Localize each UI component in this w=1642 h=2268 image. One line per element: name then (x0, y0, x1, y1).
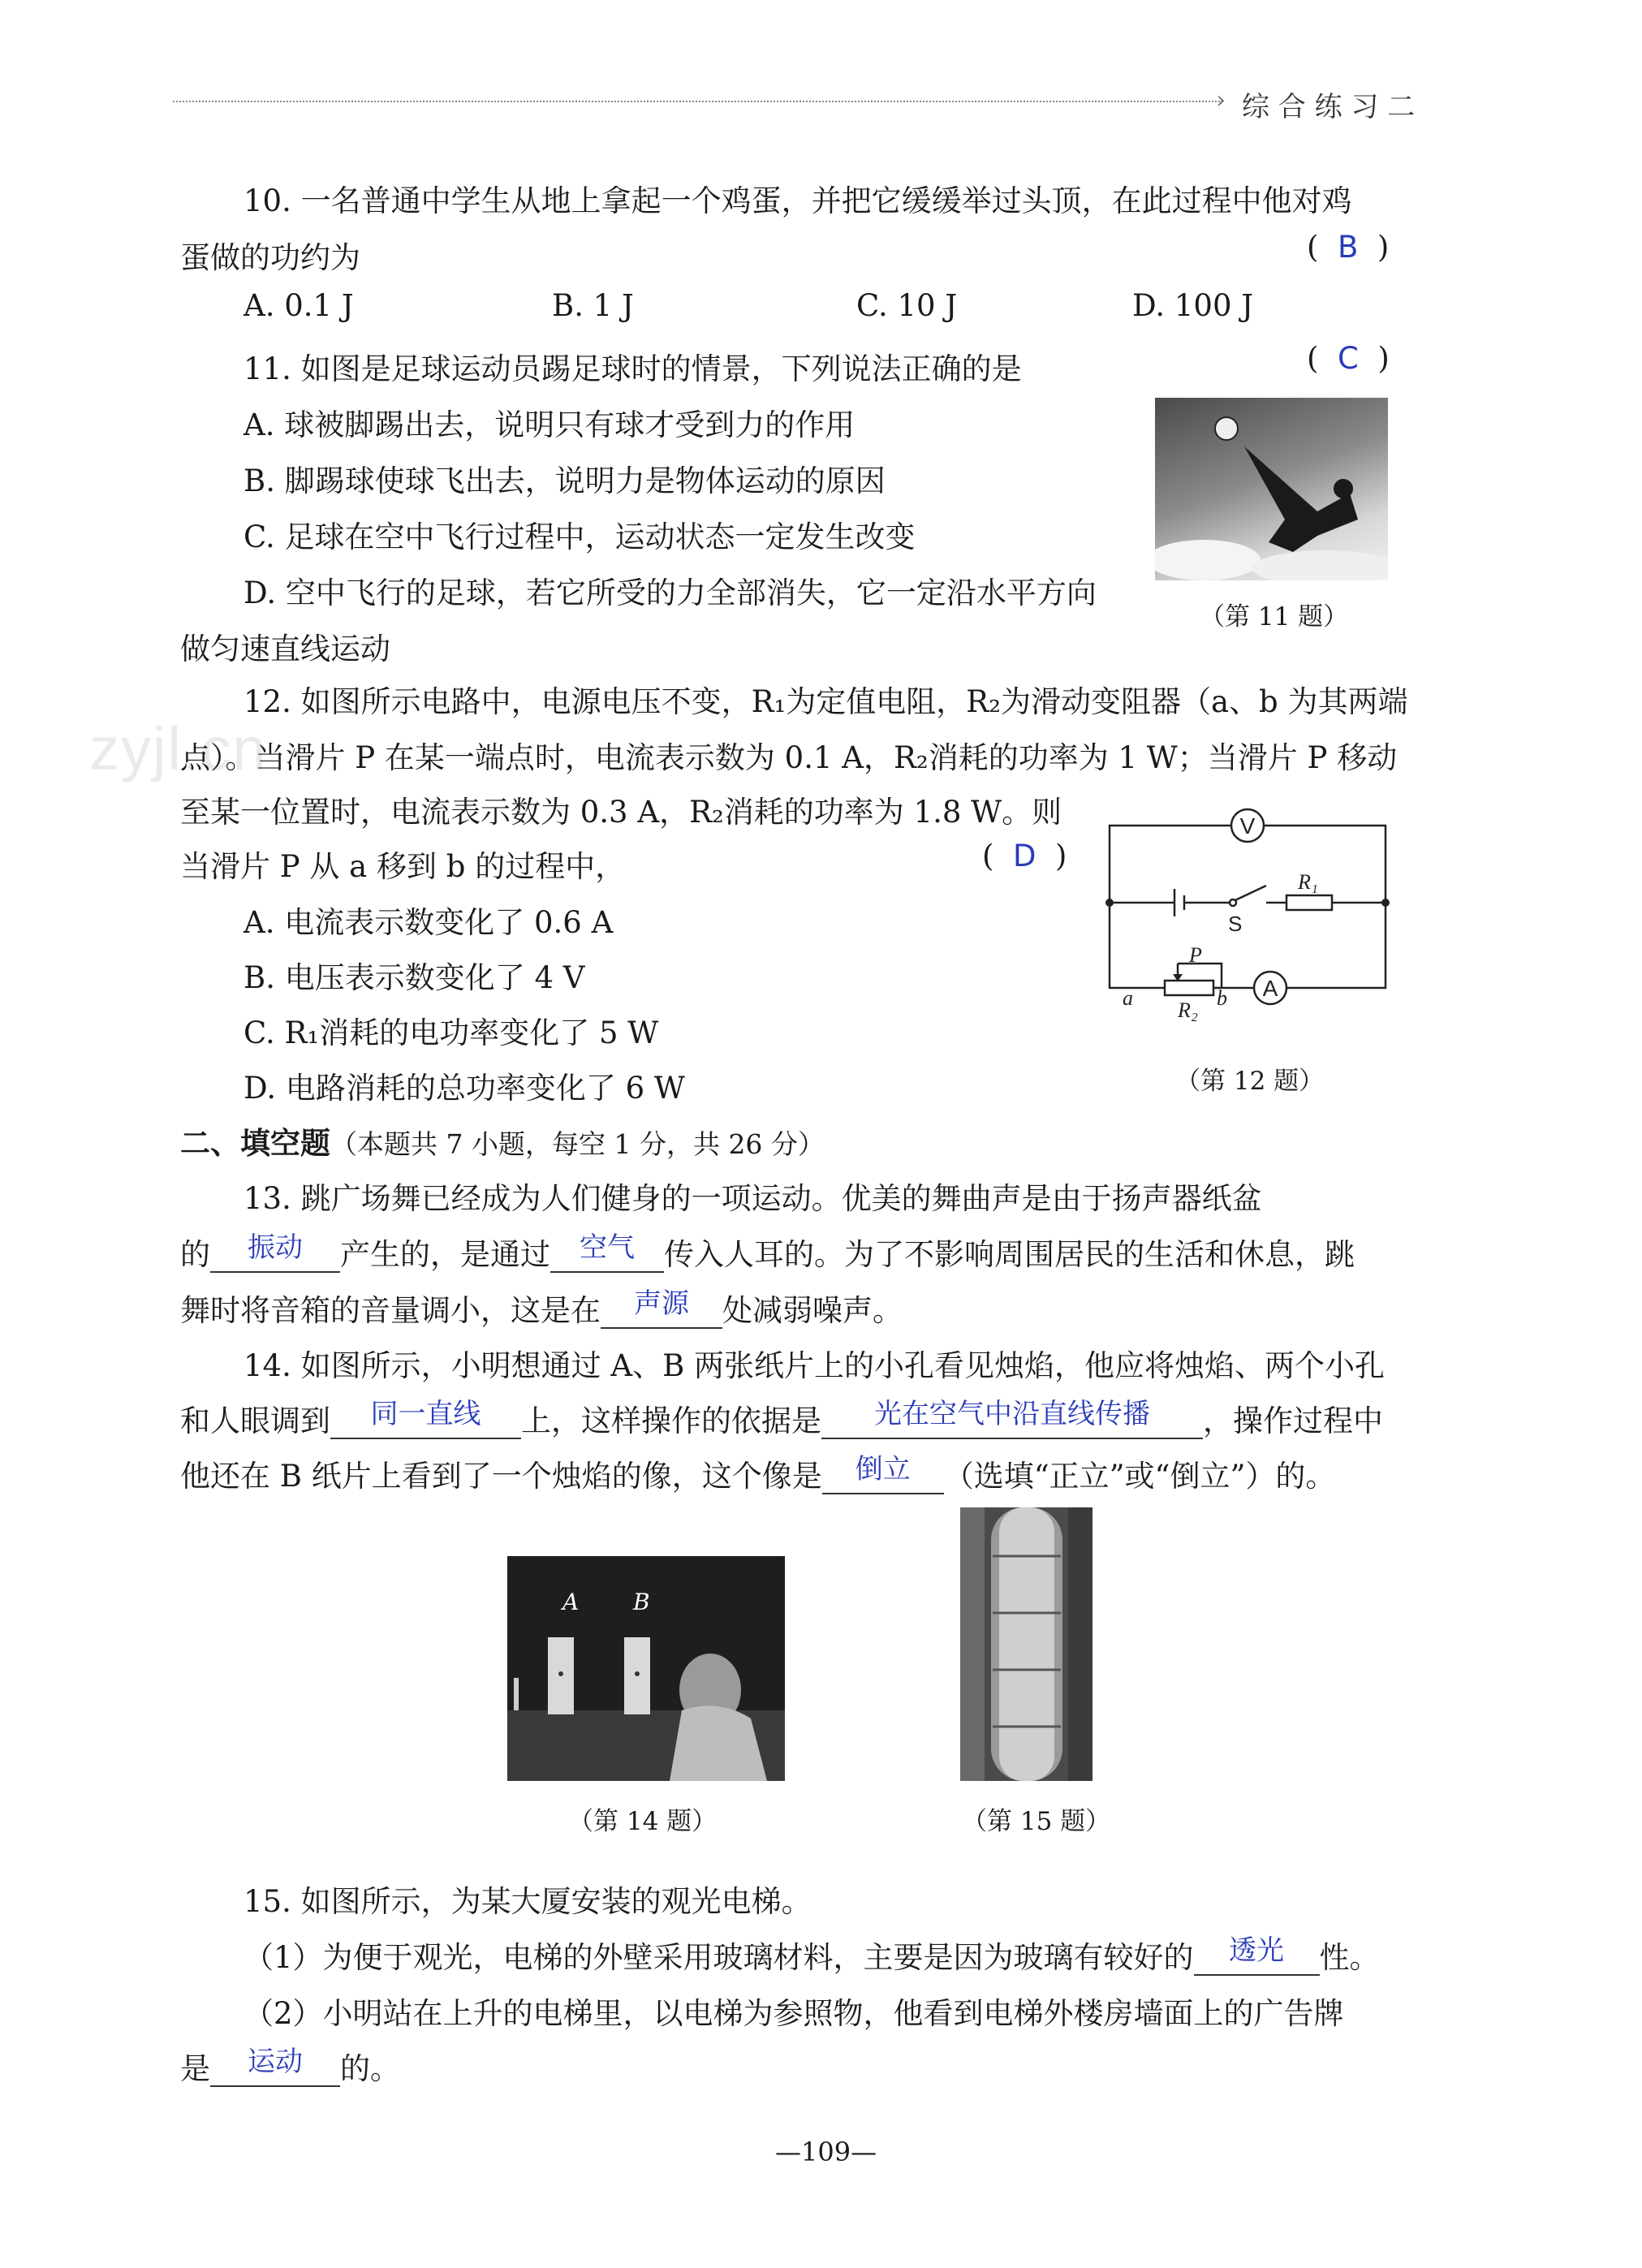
q11-option-c: C. 足球在空中飞行过程中，运动状态一定发生改变 (243, 520, 916, 554)
q14-text-2: 上，这样操作的依据是 (521, 1403, 821, 1438)
q14-answer-3: 倒立 (855, 1453, 911, 1485)
q13-line1: 13. 跳广场舞已经成为人们健身的一项运动。优美的舞曲声是由于扬声器纸盆 (243, 1181, 1262, 1216)
q15-blank-1 (1194, 1934, 1320, 1976)
q11-option-d-line1: D. 空中飞行的足球，若它所受的力全部消失，它一定沿水平方向 (243, 576, 1097, 610)
ammeter-label: A (1262, 976, 1278, 1001)
q15-part2-line2 (180, 2044, 400, 2088)
section2-title: 二、填空题 (180, 1125, 330, 1161)
q12-answer-bracket: ( D ) (982, 839, 1067, 873)
q14-label-a: A (562, 1589, 580, 1615)
q11-football-photo (1155, 398, 1388, 580)
q13-text-3: 传入人耳的。为了不影响周围居民的生活和休息，跳 (664, 1237, 1355, 1272)
q13-text-2: 产生的，是通过 (340, 1237, 550, 1272)
q12-line3: 至某一位置时，电流表示数为 0.3 A，R₂消耗的功率为 1.8 W。则 (180, 795, 1062, 830)
slider-p-label: P (1189, 943, 1202, 967)
q14-caption: （第 14 题） (568, 1807, 718, 1836)
q10-option-a: A. 0.1 J (243, 288, 354, 323)
q12-line4: 当滑片 P 从 a 移到 b 的过程中， (180, 849, 626, 884)
header-arrow-icon: › (1216, 86, 1226, 114)
q12-line1: 12. 如图所示电路中，电源电压不变，R₁为定值电阻，R₂为滑动变阻器（a、b 为其两端 (243, 684, 1408, 719)
q10-answer: B (1337, 230, 1359, 265)
q13-answer-2: 空气 (580, 1231, 635, 1264)
q11-option-d-line2: 做匀速直线运动 (180, 632, 390, 666)
r2-label: R₂ (1178, 998, 1198, 1022)
q11-answer: C (1337, 341, 1359, 376)
watermark: zyjl.cn (89, 715, 268, 783)
q13-text-1: 的 (180, 1237, 210, 1272)
q15-part1-end: 性。 (1319, 1940, 1380, 1975)
q14-label-b: B (633, 1589, 650, 1615)
q14-blank-2 (821, 1398, 1203, 1439)
voltmeter-label: V (1239, 813, 1256, 839)
q14-blank-1 (330, 1398, 521, 1439)
q14-text-5: （选填“正立”或“倒立”）的。 (943, 1459, 1336, 1494)
q10-answer-bracket: ( B ) (1307, 230, 1390, 265)
r1-label: R₁ (1298, 870, 1318, 894)
q14-line1: 14. 如图所示，小明想通过 A、B 两张纸片上的小孔看见烛焰，他应将烛焰、两个小孔 (243, 1348, 1386, 1383)
section2-header (180, 1119, 825, 1162)
q14-blank-3 (822, 1453, 944, 1494)
q12-option-b: B. 电压表示数变化了 4 V (243, 960, 585, 995)
q15-stem: 15. 如图所示，为某大厦安装的观光电梯。 (243, 1884, 812, 1919)
end-b-label: b (1217, 986, 1227, 1010)
section2-note: （本题共 7 小题，每空 1 分，共 26 分） (330, 1128, 825, 1160)
q15-part2-text: 是 (180, 2051, 210, 2086)
q14-text-3: ，操作过程中 (1203, 1403, 1383, 1438)
end-a-label: a (1123, 986, 1133, 1010)
q12-line2: 点）。当滑片 P 在某一端点时，电流表示数为 0.1 A，R₂消耗的功率为 1 W；当滑片 P 移动 (180, 740, 1398, 775)
q13-blank-2 (550, 1231, 664, 1273)
q14-answer-2: 光在空气中沿直线传播 (874, 1398, 1150, 1430)
q13-answer-3: 声源 (634, 1287, 689, 1320)
q15-part2: （2）小明站在上升的电梯里，以电梯为参照物，他看到电梯外楼房墙面上的广告牌 (243, 1996, 1344, 2031)
q10-option-d: D. 100 J (1132, 288, 1254, 323)
q11-caption: （第 11 题） (1200, 602, 1349, 632)
q14-line3 (180, 1451, 1335, 1495)
q11-answer-bracket: ( C ) (1307, 341, 1390, 376)
q14-answer-1: 同一直线 (370, 1398, 481, 1430)
header-section-title: 综 合 练 习 二 (1242, 91, 1416, 123)
q15-caption: （第 15 题） (962, 1807, 1111, 1836)
q15-answer-2: 运动 (248, 2046, 303, 2078)
q12-option-d: D. 电路消耗的总功率变化了 6 W (243, 1071, 685, 1106)
header-rule (173, 101, 1220, 102)
q15-part1 (243, 1933, 1380, 1977)
q12-option-a: A. 电流表示数变化了 0.6 A (243, 905, 614, 940)
q15-answer-1: 透光 (1229, 1934, 1285, 1967)
q15-part2-end: 的。 (340, 2051, 400, 2086)
q13-blank-1 (210, 1231, 340, 1273)
q13-text-5: 处减弱噪声。 (722, 1293, 903, 1328)
switch-label: S (1228, 912, 1243, 936)
page-number: —109— (775, 2136, 877, 2167)
q14-text-4: 他还在 B 纸片上看到了一个烛焰的像，这个像是 (180, 1459, 822, 1494)
q12-circuit-diagram (1100, 808, 1400, 1035)
q10-option-c: C. 10 J (856, 288, 958, 323)
q10-line2: 蛋做的功约为 (180, 240, 360, 275)
q14-line2 (180, 1396, 1383, 1440)
q13-blank-3 (601, 1287, 722, 1329)
q10-option-b: B. 1 J (552, 288, 634, 323)
q14-text-1: 和人眼调到 (180, 1403, 330, 1438)
q15-part1-text: （1）为便于观光，电梯的外壁采用玻璃材料，主要是因为玻璃有较好的 (243, 1940, 1194, 1975)
q10-line1: 10. 一名普通中学生从地上拿起一个鸡蛋，并把它缓缓举过头顶，在此过程中他对鸡 (243, 183, 1352, 218)
q12-option-c: C. R₁消耗的电功率变化了 5 W (243, 1015, 659, 1050)
q13-answer-1: 振动 (248, 1231, 303, 1264)
q15-blank-2 (210, 2046, 340, 2087)
q13-line3 (180, 1286, 903, 1330)
q15-elevator-photo (960, 1507, 1093, 1781)
q11-stem: 11. 如图是足球运动员踢足球时的情景，下列说法正确的是 (243, 351, 1022, 386)
q12-answer: D (1012, 839, 1036, 873)
q13-text-4: 舞时将音箱的音量调小，这是在 (180, 1293, 601, 1328)
q11-option-a: A. 球被脚踢出去，说明只有球才受到力的作用 (243, 407, 855, 442)
q13-line2 (180, 1230, 1355, 1274)
q12-caption: （第 12 题） (1175, 1067, 1325, 1096)
q14-candle-photo (507, 1556, 785, 1781)
q11-option-b: B. 脚踢球使球飞出去，说明力是物体运动的原因 (243, 464, 886, 498)
